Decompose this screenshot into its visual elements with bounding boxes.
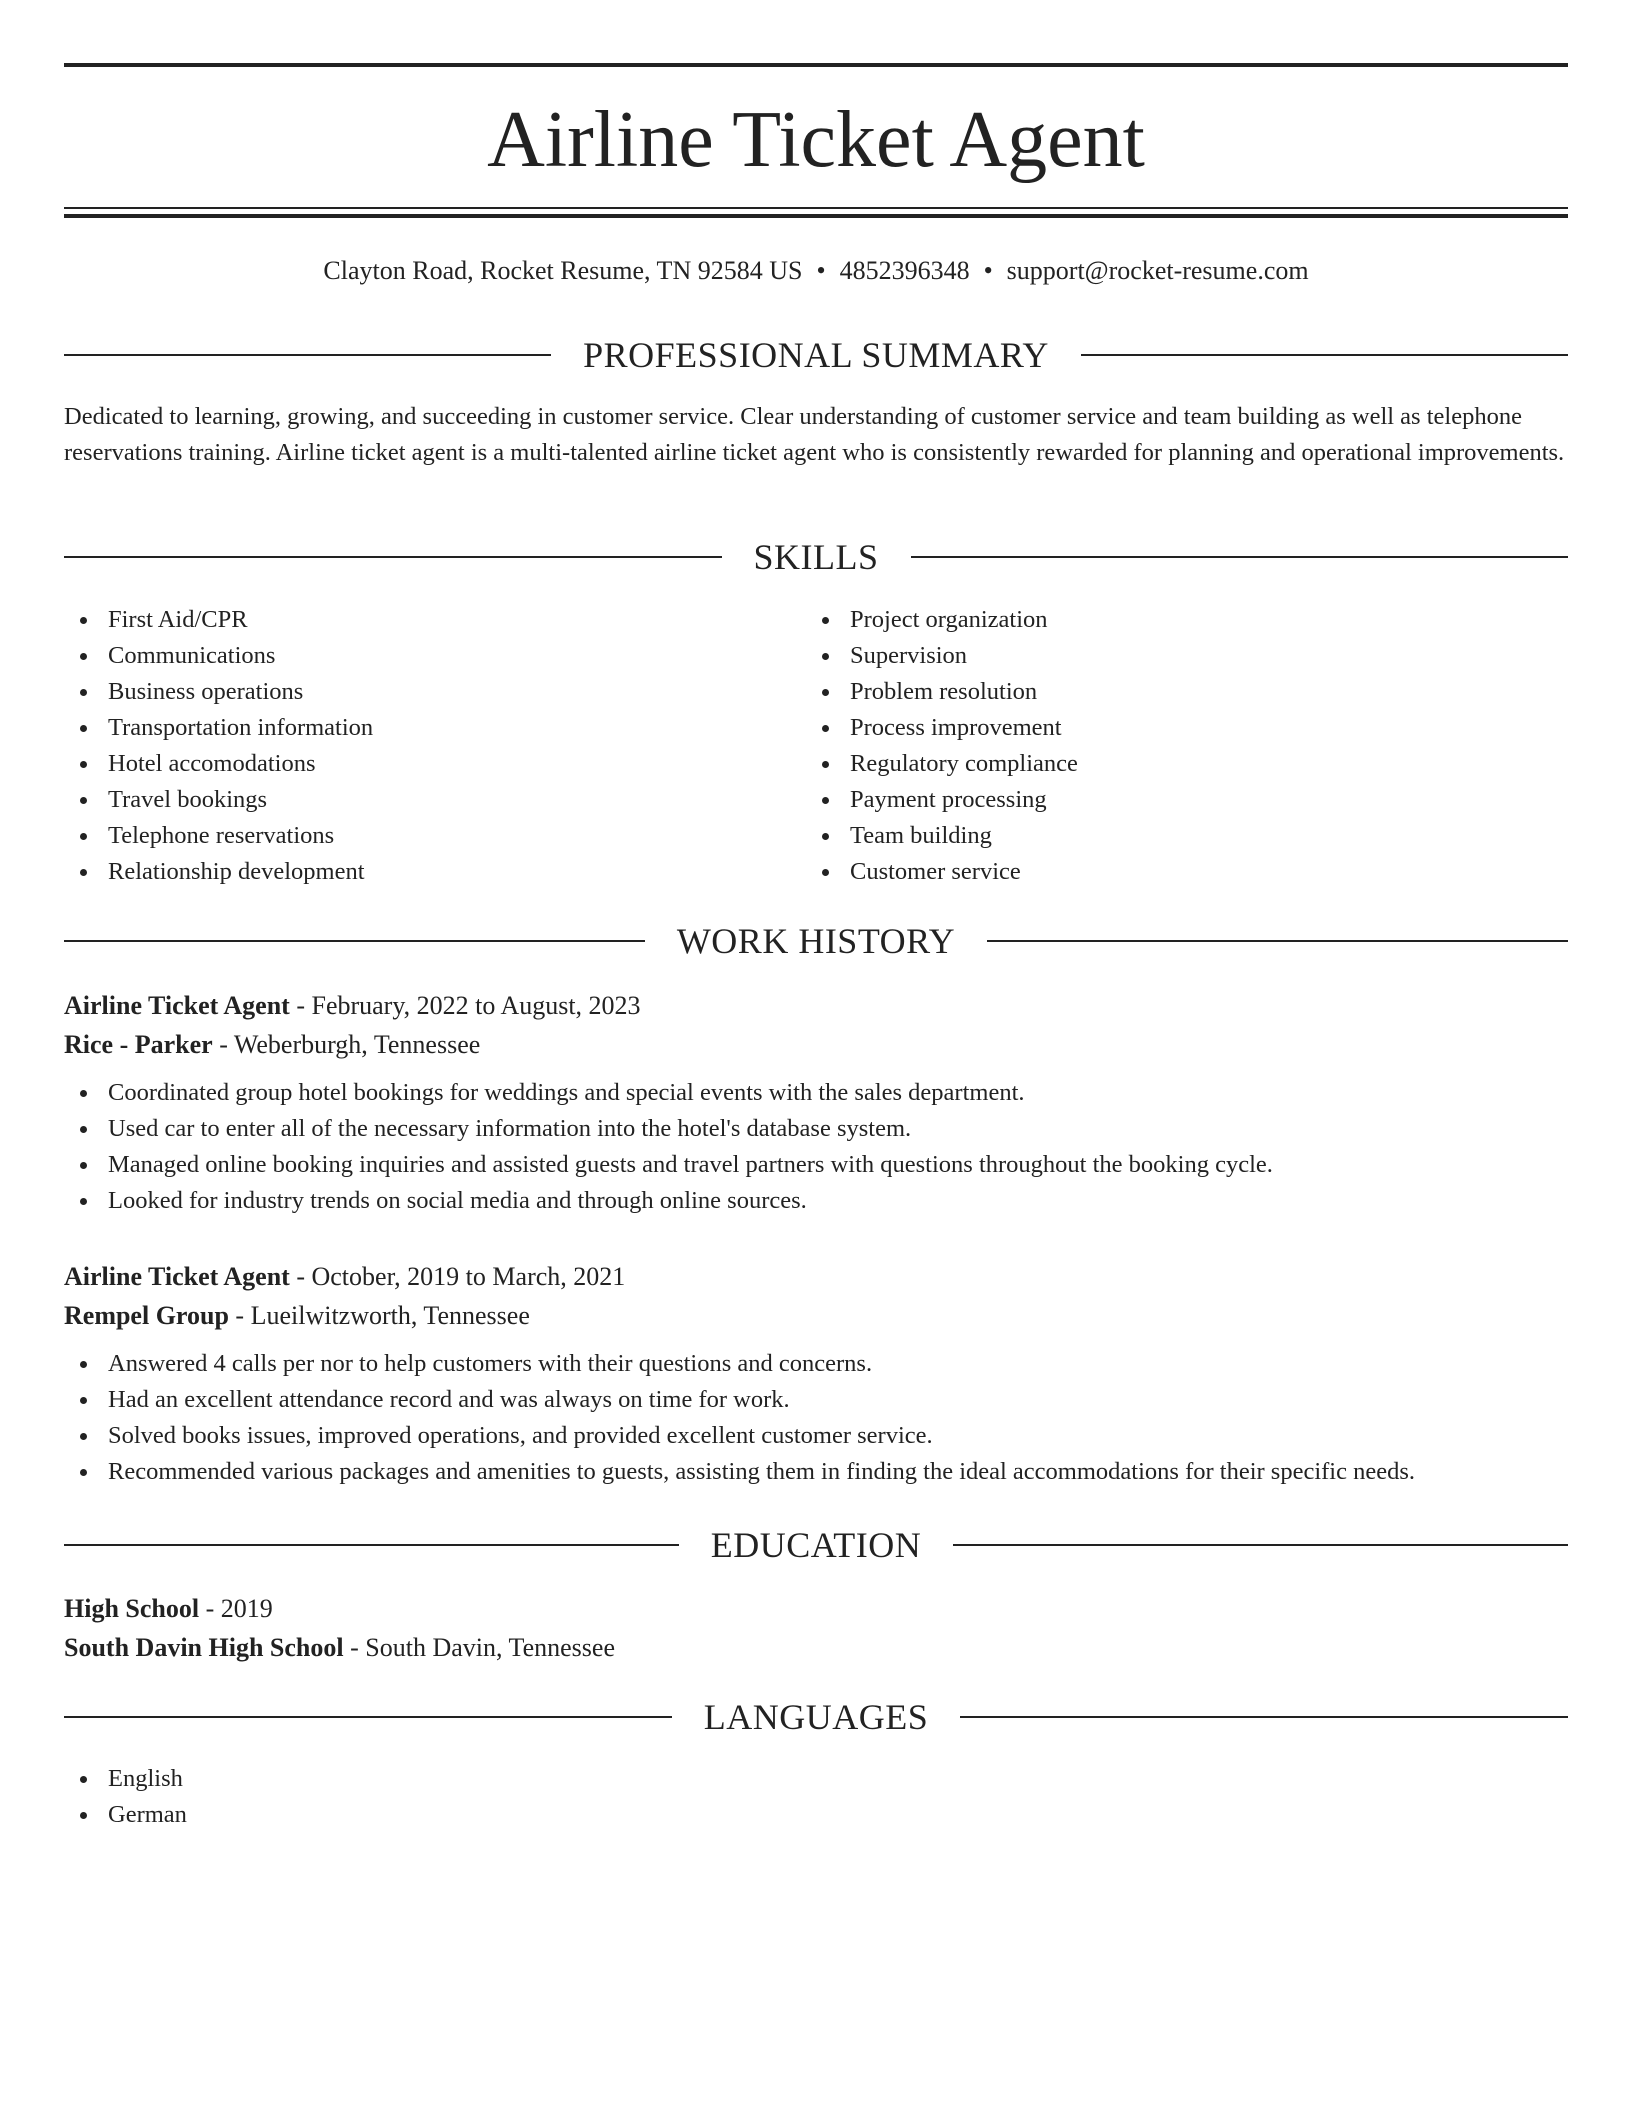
skill-item: First Aid/CPR bbox=[64, 602, 764, 638]
job-dates: February, 2022 to August, 2023 bbox=[311, 991, 641, 1020]
job-dash: - bbox=[228, 1301, 251, 1330]
job-bullet: Answered 4 calls per nor to help customers with their questions and concerns. bbox=[64, 1346, 1568, 1382]
graduation-year: 2019 bbox=[220, 1594, 273, 1623]
skill-item: Hotel accomodations bbox=[64, 746, 764, 782]
skill-item: Problem resolution bbox=[806, 674, 1506, 710]
school-name: South Davin High School bbox=[64, 1633, 344, 1662]
job-bullet: Had an excellent attendance record and was always on time for work. bbox=[64, 1382, 1568, 1418]
work-section-header bbox=[64, 921, 1568, 961]
skill-item: Relationship development bbox=[64, 854, 764, 890]
job-location: Lueilwitzworth, Tennessee bbox=[250, 1301, 530, 1330]
double-rule-upper bbox=[64, 207, 1568, 209]
school-location: South Davin, Tennessee bbox=[365, 1633, 615, 1662]
contact-separator: • bbox=[816, 256, 826, 285]
skill-item: Supervision bbox=[806, 638, 1506, 674]
job-role: Airline Ticket Agent bbox=[64, 991, 290, 1020]
summary-section-header bbox=[64, 335, 1568, 375]
section-rule-right bbox=[1081, 354, 1568, 356]
section-rule-left bbox=[64, 556, 722, 558]
degree-line bbox=[64, 1589, 1568, 1628]
language-item: English bbox=[64, 1761, 1568, 1797]
degree: High School bbox=[64, 1594, 200, 1623]
job-dash: - bbox=[289, 991, 312, 1020]
skill-item: Process improvement bbox=[806, 710, 1506, 746]
skills-section-header bbox=[64, 537, 1568, 577]
school-line bbox=[64, 1628, 1568, 1667]
section-rule-left bbox=[64, 940, 645, 942]
contact-email[interactable]: support@rocket-resume.com bbox=[1006, 256, 1309, 285]
job-company: Rempel Group bbox=[64, 1301, 229, 1330]
job-dash: - bbox=[212, 1030, 234, 1059]
education-section-header bbox=[64, 1525, 1568, 1565]
skill-item: Regulatory compliance bbox=[806, 746, 1506, 782]
job-entry bbox=[64, 1257, 1568, 1490]
edu-dash: - bbox=[199, 1594, 221, 1623]
section-rule-left bbox=[64, 1716, 672, 1718]
education-section-title: EDUCATION bbox=[710, 1525, 922, 1565]
education-entry bbox=[64, 1589, 1568, 1667]
section-rule-right bbox=[953, 1544, 1568, 1546]
contact-line bbox=[64, 254, 1568, 288]
language-item: German bbox=[64, 1797, 1568, 1833]
section-rule-right bbox=[960, 1716, 1568, 1718]
job-dates: October, 2019 to March, 2021 bbox=[311, 1262, 626, 1291]
summary-block bbox=[64, 399, 1568, 471]
contact-address: Clayton Road, Rocket Resume, TN 92584 US bbox=[323, 256, 803, 285]
job-title-line bbox=[64, 986, 1568, 1025]
job-bullet: Solved books issues, improved operations, and provided excellent customer service. bbox=[64, 1418, 1568, 1454]
skill-item: Team building bbox=[806, 818, 1506, 854]
work-section-title: WORK HISTORY bbox=[676, 921, 956, 961]
job-role: Airline Ticket Agent bbox=[64, 1262, 290, 1291]
skill-item: Transportation information bbox=[64, 710, 764, 746]
job-company: Rice - Parker bbox=[64, 1030, 213, 1059]
job-bullet: Recommended various packages and amenities to guests, assisting them in finding the ideal accommodations for their specific needs. bbox=[64, 1454, 1568, 1490]
languages-list bbox=[64, 1761, 1568, 1833]
skills-section-title: SKILLS bbox=[753, 537, 879, 577]
section-rule-right bbox=[987, 940, 1568, 942]
section-rule-left bbox=[64, 1544, 679, 1546]
job-dash: - bbox=[289, 1262, 312, 1291]
summary-section-title: PROFESSIONAL SUMMARY bbox=[583, 335, 1049, 375]
summary-text: Dedicated to learning, growing, and succeeding in customer service. Clear understanding of customer service and team building as well as telephone reservations training. Airline ticket agent is a multi-talented airline ticket agent who is consistently rewarded for planning and operational improvements. bbox=[64, 403, 1565, 466]
job-bullet: Used car to enter all of the necessary information into the hotel's database system. bbox=[64, 1111, 1568, 1147]
skills-left-column bbox=[64, 602, 764, 890]
skill-item: Communications bbox=[64, 638, 764, 674]
job-bullet: Looked for industry trends on social media and through online sources. bbox=[64, 1183, 1568, 1219]
job-company-line bbox=[64, 1025, 1568, 1064]
job-location: Weberburgh, Tennessee bbox=[233, 1030, 481, 1059]
edu-dash: - bbox=[343, 1633, 366, 1662]
job-entry bbox=[64, 986, 1568, 1219]
contact-separator: • bbox=[983, 256, 993, 285]
top-rule bbox=[64, 63, 1568, 67]
job-company-line bbox=[64, 1296, 1568, 1335]
double-rule-lower bbox=[64, 214, 1568, 218]
languages-section-title: LANGUAGES bbox=[703, 1697, 929, 1737]
skill-item: Project organization bbox=[806, 602, 1506, 638]
section-rule-left bbox=[64, 354, 551, 356]
skill-item: Telephone reservations bbox=[64, 818, 764, 854]
job-bullet: Managed online booking inquiries and assisted guests and travel partners with questions throughout the booking cycle. bbox=[64, 1147, 1568, 1183]
job-title-line bbox=[64, 1257, 1568, 1296]
languages-section-header bbox=[64, 1697, 1568, 1737]
job-bullet: Coordinated group hotel bookings for weddings and special events with the sales department. bbox=[64, 1075, 1568, 1111]
skills-right-column bbox=[806, 602, 1506, 890]
section-rule-right bbox=[911, 556, 1569, 558]
skill-item: Business operations bbox=[64, 674, 764, 710]
skill-item: Payment processing bbox=[806, 782, 1506, 818]
resume-name: Airline Ticket Agent bbox=[487, 96, 1145, 184]
contact-phone[interactable]: 4852396348 bbox=[839, 256, 970, 285]
skill-item: Travel bookings bbox=[64, 782, 764, 818]
skill-item: Customer service bbox=[806, 854, 1506, 890]
